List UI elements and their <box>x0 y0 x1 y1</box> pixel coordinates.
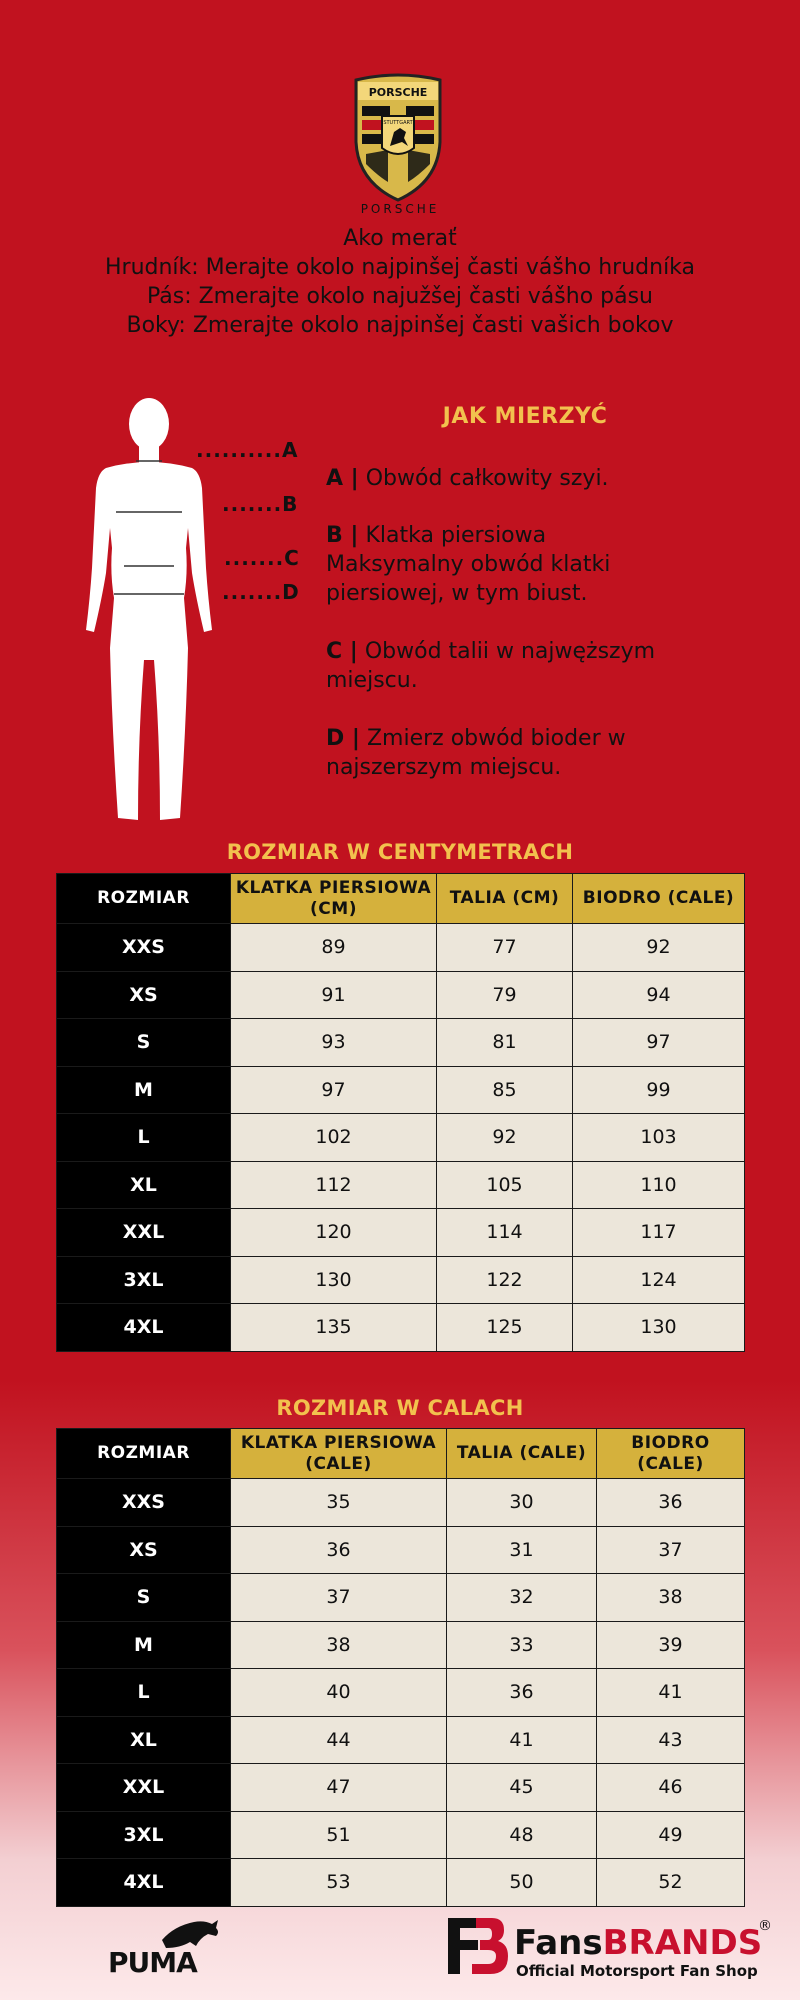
porsche-wordmark: PORSCHE <box>360 202 440 216</box>
hips-cell: 41 <box>597 1669 745 1717</box>
size-cell: S <box>57 1019 231 1067</box>
chest-cell: 93 <box>231 1019 437 1067</box>
waist-cell: 77 <box>437 924 573 972</box>
table-row <box>57 1479 745 1527</box>
hips-cell: 49 <box>597 1811 745 1859</box>
size-cell: 3XL <box>57 1811 231 1859</box>
chest-cell: 38 <box>231 1621 447 1669</box>
fans-word: Fans <box>514 1923 603 1963</box>
marker-a: ..........A <box>196 438 299 462</box>
howto-item-b-line-3: piersiowej, w tym biust. <box>326 581 588 606</box>
hips-cell: 39 <box>597 1621 745 1669</box>
body-silhouette-figure <box>84 398 214 823</box>
size-cell: 3XL <box>57 1256 231 1304</box>
fansbrands-fb-icon <box>448 1918 508 1974</box>
table-row <box>57 1669 745 1717</box>
hips-cell: 99 <box>573 1066 745 1114</box>
puma-wordmark: PUMA <box>108 1946 197 1978</box>
waist-cell: 33 <box>447 1621 597 1669</box>
hips-cell: 46 <box>597 1764 745 1812</box>
table-row <box>57 1161 745 1209</box>
size-cell: XS <box>57 971 231 1019</box>
chest-cell: 40 <box>231 1669 447 1717</box>
table-row <box>57 924 745 972</box>
chest-cell: 91 <box>231 971 437 1019</box>
table-cm-header-size: ROZMIAR <box>57 874 231 924</box>
chest-cell: 53 <box>231 1859 447 1907</box>
marker-c: .......C <box>224 546 300 570</box>
hips-cell: 103 <box>573 1114 745 1162</box>
size-cell: XXL <box>57 1209 231 1257</box>
marker-d: .......D <box>222 580 300 604</box>
waist-cell: 32 <box>447 1574 597 1622</box>
howto-item-c-line-2: miejscu. <box>326 668 418 693</box>
howto-item-a-key: A | <box>326 466 359 491</box>
table-row <box>57 1764 745 1812</box>
howto-item-b-key: B | <box>326 523 359 548</box>
waist-cell: 30 <box>447 1479 597 1527</box>
table-in-header-hips: BIODRO (CALE) <box>597 1429 745 1479</box>
chest-cell: 89 <box>231 924 437 972</box>
waist-cell: 122 <box>437 1256 573 1304</box>
size-table-cm <box>56 873 745 1352</box>
hips-cell: 36 <box>597 1479 745 1527</box>
howto-item-b-line-2: Maksymalny obwód klatki <box>326 552 611 577</box>
size-table-in <box>56 1428 745 1907</box>
hips-cell: 52 <box>597 1859 745 1907</box>
size-cell: XL <box>57 1161 231 1209</box>
hips-cell: 37 <box>597 1526 745 1574</box>
table-row <box>57 1209 745 1257</box>
size-cell: 4XL <box>57 1859 231 1907</box>
table-row <box>57 1066 745 1114</box>
chest-cell: 112 <box>231 1161 437 1209</box>
howto-item-d <box>326 724 746 782</box>
waist-cell: 36 <box>447 1669 597 1717</box>
size-cell: XXS <box>57 924 231 972</box>
table-cm-header-chest: KLATKA PIERSIOWA (CM) <box>231 874 437 924</box>
puma-cat-icon <box>162 1920 218 1948</box>
hips-cell: 92 <box>573 924 745 972</box>
marker-b: .......B <box>222 492 299 516</box>
table-row <box>57 1716 745 1764</box>
registered-mark: ® <box>758 1918 772 1934</box>
table-row <box>57 971 745 1019</box>
intro-chest-line: Hrudník: Merajte okolo najpinšej časti vášho hrudníka <box>104 255 696 280</box>
howto-item-b-line-1: Klatka piersiowa <box>365 523 547 548</box>
table-row <box>57 1811 745 1859</box>
hips-cell: 130 <box>573 1304 745 1352</box>
waist-cell: 79 <box>437 971 573 1019</box>
table-in-header-waist: TALIA (CALE) <box>447 1429 597 1479</box>
brands-word: BRANDS <box>602 1923 763 1963</box>
hips-cell: 97 <box>573 1019 745 1067</box>
chest-cell: 130 <box>231 1256 437 1304</box>
chest-cell: 51 <box>231 1811 447 1859</box>
size-cell: L <box>57 1669 231 1717</box>
table-cm-header-hips: BIODRO (CALE) <box>573 874 745 924</box>
crest-city-text: STUTTGART <box>383 120 413 126</box>
waist-cell: 92 <box>437 1114 573 1162</box>
table-cm-title: ROZMIAR W CENTYMETRACH <box>226 840 574 864</box>
hips-cell: 110 <box>573 1161 745 1209</box>
hips-cell: 43 <box>597 1716 745 1764</box>
chest-cell: 102 <box>231 1114 437 1162</box>
waist-cell: 31 <box>447 1526 597 1574</box>
intro-heading: Ako merať <box>343 226 457 251</box>
size-cell: XS <box>57 1526 231 1574</box>
table-cm-header-row <box>57 874 745 924</box>
table-cm-header-waist: TALIA (CM) <box>437 874 573 924</box>
size-cell: 4XL <box>57 1304 231 1352</box>
waist-cell: 85 <box>437 1066 573 1114</box>
howto-item-c-key: C | <box>326 639 358 664</box>
table-row <box>57 1256 745 1304</box>
waist-cell: 105 <box>437 1161 573 1209</box>
chest-cell: 36 <box>231 1526 447 1574</box>
size-cell: M <box>57 1621 231 1669</box>
howto-title: JAK MIERZYĆ <box>442 404 608 429</box>
size-cell: XXL <box>57 1764 231 1812</box>
hips-cell: 94 <box>573 971 745 1019</box>
porsche-crest-logo <box>348 72 448 202</box>
waist-cell: 81 <box>437 1019 573 1067</box>
table-row <box>57 1621 745 1669</box>
puma-logo <box>104 1918 224 1978</box>
size-cell: M <box>57 1066 231 1114</box>
howto-item-a-line-1: Obwód całkowity szyi. <box>365 466 609 491</box>
howto-item-a <box>326 464 746 493</box>
size-cell: XL <box>57 1716 231 1764</box>
table-in-header-row <box>57 1429 745 1479</box>
hips-cell: 38 <box>597 1574 745 1622</box>
table-row <box>57 1019 745 1067</box>
size-cell: L <box>57 1114 231 1162</box>
chest-cell: 120 <box>231 1209 437 1257</box>
table-row <box>57 1859 745 1907</box>
howto-item-c-line-1: Obwód talii w najwęższym <box>364 639 656 664</box>
fansbrands-tagline: Official Motorsport Fan Shop <box>516 1962 758 1980</box>
howto-item-d-line-2: najszerszym miejscu. <box>326 755 562 780</box>
hips-cell: 117 <box>573 1209 745 1257</box>
intro-hips-line: Boky: Zmerajte okolo najpinšej časti vašich bokov <box>126 313 674 338</box>
intro-waist-line: Pás: Zmerajte okolo najužšej časti vášho pásu <box>146 284 653 309</box>
table-row <box>57 1304 745 1352</box>
howto-item-b <box>326 521 746 608</box>
hips-cell: 124 <box>573 1256 745 1304</box>
table-row <box>57 1114 745 1162</box>
chest-cell: 135 <box>231 1304 437 1352</box>
table-in-header-size: ROZMIAR <box>57 1429 231 1479</box>
table-in-title: ROZMIAR W CALACH <box>276 1396 524 1420</box>
howto-item-d-line-1: Zmierz obwód bioder w <box>366 726 626 751</box>
waist-cell: 50 <box>447 1859 597 1907</box>
crest-brand-text: PORSCHE <box>368 86 428 99</box>
table-row <box>57 1574 745 1622</box>
size-cell: XXS <box>57 1479 231 1527</box>
waist-cell: 125 <box>437 1304 573 1352</box>
chest-cell: 97 <box>231 1066 437 1114</box>
howto-item-c <box>326 637 746 695</box>
waist-cell: 48 <box>447 1811 597 1859</box>
fansbrands-logo <box>446 1912 776 1982</box>
waist-cell: 41 <box>447 1716 597 1764</box>
howto-item-d-key: D | <box>326 726 360 751</box>
chest-cell: 47 <box>231 1764 447 1812</box>
chest-cell: 37 <box>231 1574 447 1622</box>
table-in-header-chest: KLATKA PIERSIOWA (CALE) <box>231 1429 447 1479</box>
waist-cell: 114 <box>437 1209 573 1257</box>
table-row <box>57 1526 745 1574</box>
chest-cell: 35 <box>231 1479 447 1527</box>
waist-cell: 45 <box>447 1764 597 1812</box>
size-cell: S <box>57 1574 231 1622</box>
fansbrands-fans-text <box>514 1923 762 1963</box>
chest-cell: 44 <box>231 1716 447 1764</box>
